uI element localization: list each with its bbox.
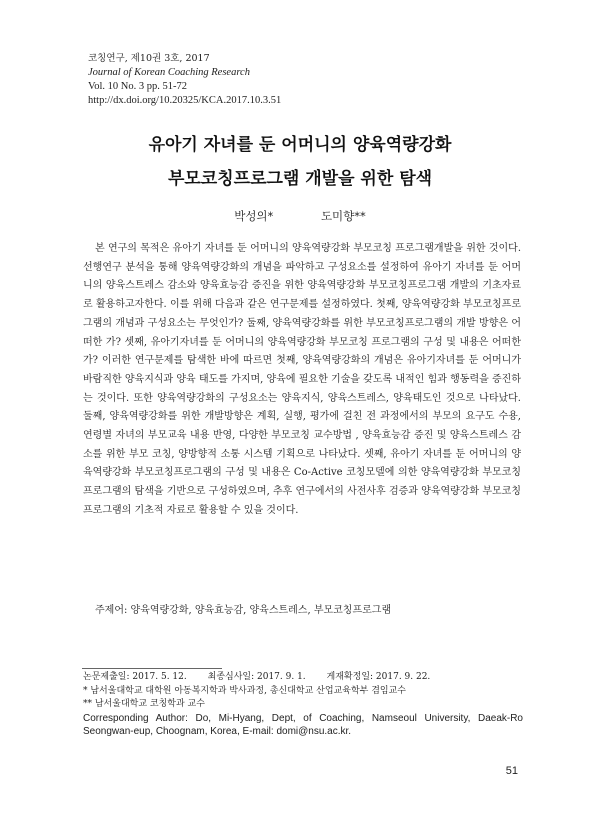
corresponding-author: Corresponding Author: Do, Mi-Hyang, Dept, of Coaching, Namseoul University, Daeak-Ro Seongwan-eup, Choognam, Korea, E-mail: domi@nsu.ac.kr.: [83, 712, 523, 738]
journal-issue-line: 코칭연구, 제10권 3호, 2017: [88, 53, 210, 64]
author-2-affiliation: ** 남서울대학교 코칭학과 교수: [83, 699, 205, 710]
journal-name: Journal of Korean Coaching Research: [88, 67, 250, 78]
keywords-line: 주제어: 양육역량강화, 양육효능감, 양육스트레스, 부모코칭프로그램: [95, 605, 392, 616]
paper-title-line-1: 유아기 자녀를 둔 어머니의 양육역량강화: [148, 135, 452, 155]
journal-header: [88, 52, 281, 108]
received-date: 논문제출일: 2017. 5. 12.: [83, 672, 187, 682]
footnote-divider: [82, 668, 222, 669]
submission-dates: [83, 671, 523, 685]
revised-date: 최종심사일: 2017. 9. 1.: [207, 672, 306, 682]
journal-doi[interactable]: http://dx.doi.org/10.20325/KCA.2017.10.3.51: [88, 95, 282, 106]
paper-title-line-2: 부모코칭프로그램 개발을 위한 탐색: [167, 169, 433, 189]
journal-volume: Vol. 10 No. 3 pp. 51-72: [88, 81, 187, 92]
author-list: [0, 208, 600, 224]
accepted-date: 게재확정일: 2017. 9. 22.: [326, 672, 431, 682]
abstract-text: 본 연구의 목적은 유아기 자녀를 둔 어머니의 양육역량강화 부모코칭 프로그램개발을 위한 것이다. 선행연구 분석을 통해 양육역량강화의 개념을 파악하고 구성요소를 설정하여 유아기 자녀를 둔 어머니의 양육스트레스 감소와 양육효능감 증진을 위한 양육역량강화 부모코칭프로그램 개발의 기초자료로 활용하고자한다. 이를 위해 다음과 같은 연구문제를 설정하였다. 첫째, 양육역량강화 부모코칭프로그램의 개념과 구성요소는 무엇인가? 둘째, 양육역량강화를 위한 부모코칭프로그램의 개발 방향은 어떠한 가? 셋째, 유아기자녀를 둔 어머니의 양육역량강화 부모코칭 프로그램의 구성 및 내용은 어떠한가? 이러한 연구문제를 탐색한 바에 따르면 첫째, 양육역량강화의 개념은 유아기자녀를 둔 어머니가 바람직한 양육지식과 양육 태도를 가지며, 양육에 필요한 기술을 갖도록 내적인 힘과 행동력을 증진하는 것이다. 또한 양육역량강화의 구성요소는 양육지식, 양육스트레스, 양육태도인 것으로 나타났다. 둘째, 양육역량강화를 위한 개발방향은 계획, 실행, 평가에 걸친 전 과정에서의 부모의 요구도 수용, 연령별 자녀의 부모교육 내용 반영, 다양한 부모코칭 교수방법 , 양육효능감 증진 및 양육스트레스 감소를 위한 부모 코칭, 양방향적 소통 시스템 기획으로 나타났다. 셋째, 유아기 자녀를 둔 어머니의 양육역량강화 부모코칭프로그램의 구성 및 내용은 Co-Active 코칭모델에 의한 양육역량강화 부모코칭프로그램의 탐색을 기반으로 구성하였으며, 추후 연구에서의 사전사후 검증과 양육역량강화 부모코칭프로그램의 기초적 자료로 활용할 수 있을 것이다.: [83, 243, 521, 516]
author-2: 도미향**: [320, 209, 366, 223]
footnotes: [83, 671, 523, 739]
author-1-affiliation: * 남서울대학교 대학원 아동복지학과 박사과정, 총신대학교 산업교육학부 겸임교수: [83, 685, 406, 696]
author-1: 박성의*: [234, 209, 274, 223]
page-number: 51: [505, 765, 518, 777]
